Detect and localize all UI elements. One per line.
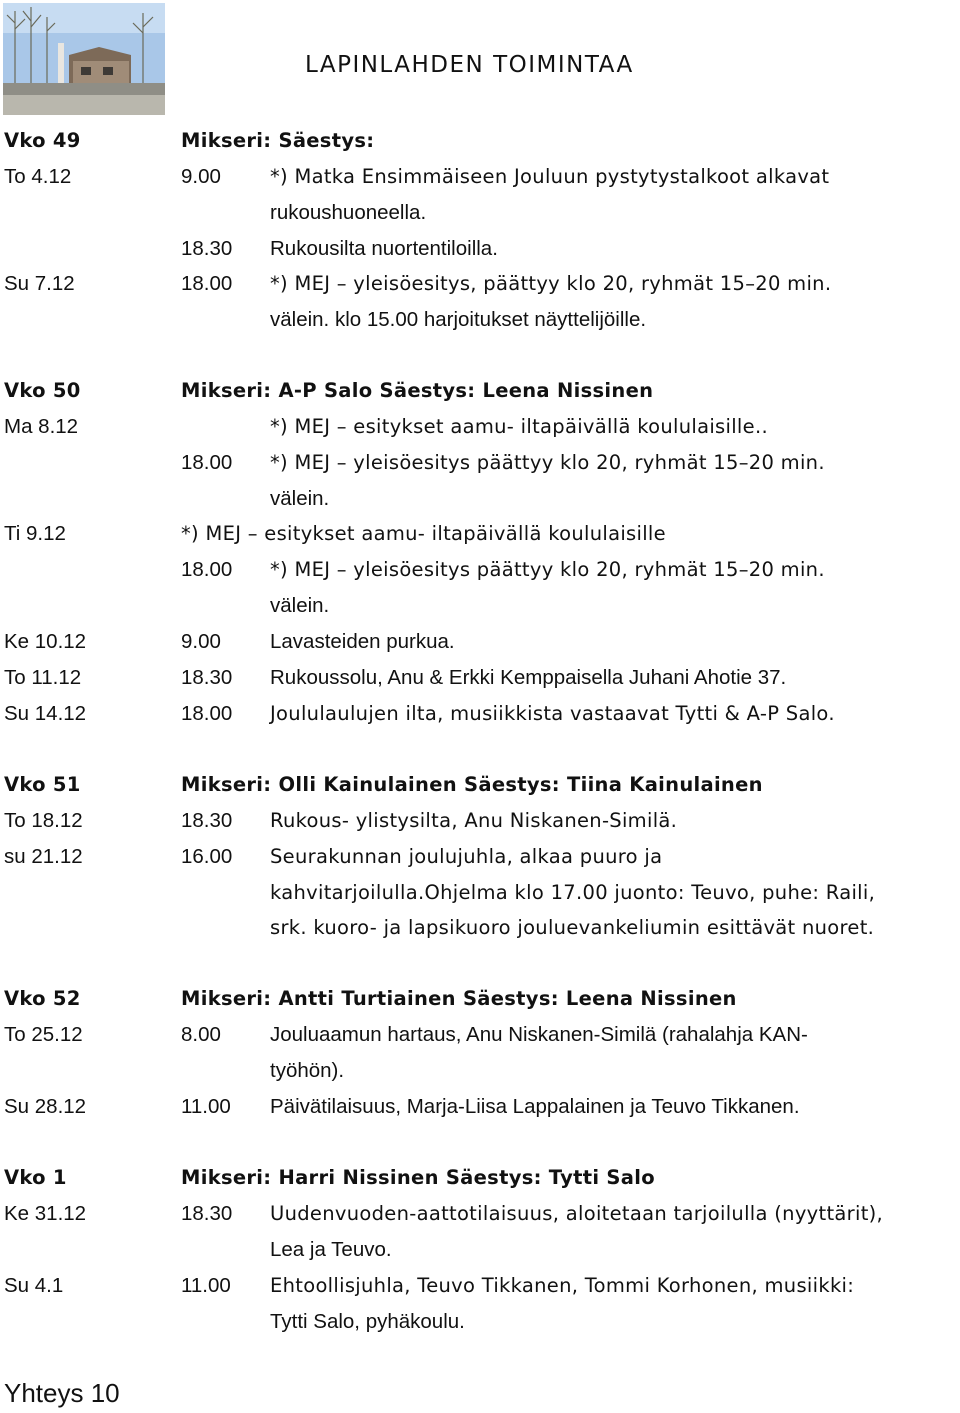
entry-text: Uudenvuoden-aattotilaisuus, aloitetaan tarjoilulla (nyyttärit),: [270, 1202, 884, 1225]
entry-text: *) MEJ – yleisöesitys, päättyy klo 20, ryhmät 15–20 min.: [270, 272, 832, 295]
entry-text: Joululaulujen ilta, musiikkista vastaavat Tytti & A-P Salo.: [270, 702, 835, 725]
week-header: Mikseri: A-P Salo Säestys: Leena Nissinen: [181, 379, 654, 402]
entry-time: 11.00: [181, 1095, 231, 1118]
week-header: Mikseri: Harri Nissinen Säestys: Tytti Salo: [181, 1166, 655, 1189]
entry-text: Rukoussolu, Anu & Erkki Kemppaisella Juhani Ahotie 37.: [270, 666, 787, 689]
entry-day: Ke 31.12: [4, 1202, 87, 1225]
footer-label: Yhteys 10: [4, 1378, 120, 1408]
entry-day: To 25.12: [4, 1023, 83, 1046]
church-photo: [3, 3, 165, 115]
page-title: LAPINLAHDEN TOIMINTAA: [305, 52, 634, 78]
entry-text: välein.: [270, 594, 330, 617]
entry-text: kahvitarjoilulla.Ohjelma klo 17.00 juonto: Teuvo, puhe: Raili,: [270, 881, 876, 904]
entry-text: Jouluaamun hartaus, Anu Niskanen-Similä (rahalahja KAN-: [270, 1023, 808, 1046]
entry-text: *) MEJ – yleisöesitys päättyy klo 20, ryhmät 15–20 min.: [270, 558, 825, 581]
entry-day: Ke 10.12: [4, 630, 87, 653]
entry-text: välein. klo 15.00 harjoitukset näyttelijöille.: [270, 308, 647, 331]
entry-text: *) MEJ – yleisöesitys päättyy klo 20, ryhmät 15–20 min.: [270, 451, 825, 474]
entry-text: Lavasteiden purkua.: [270, 630, 455, 653]
entry-day: Su 4.1: [4, 1274, 64, 1297]
week-label: Vko 50: [4, 379, 81, 402]
entry-day: To 11.12: [4, 666, 82, 689]
entry-day: su 21.12: [4, 845, 83, 868]
entry-time: 16.00: [181, 845, 233, 868]
entry-text: Tytti Salo, pyhäkoulu.: [270, 1310, 465, 1333]
entry-day: Su 7.12: [4, 272, 75, 295]
entry-time: 9.00: [181, 165, 221, 188]
entry-text: työhön).: [270, 1059, 345, 1082]
week-header: Mikseri: Antti Turtiainen Säestys: Leena Nissinen: [181, 987, 737, 1010]
week-header: Mikseri: Säestys:: [181, 129, 375, 152]
entry-text: rukoushuoneella.: [270, 201, 427, 224]
week-label: Vko 51: [4, 773, 81, 796]
entry-time: 18.00: [181, 451, 233, 474]
entry-text: *) Matka Ensimmäiseen Jouluun pystytystalkoot alkavat: [270, 165, 830, 188]
entry-text: Ehtoollisjuhla, Teuvo Tikkanen, Tommi Korhonen, musiikki:: [270, 1274, 855, 1297]
entry-text: Rukousilta nuortentiloilla.: [270, 237, 498, 260]
entry-day: Ti 9.12: [4, 522, 66, 545]
entry-text: *) MEJ – esitykset aamu- iltapäivällä koululaisille: [181, 522, 666, 545]
entry-time: 18.00: [181, 272, 233, 295]
entry-day: Su 28.12: [4, 1095, 87, 1118]
entry-text: välein.: [270, 487, 330, 510]
entry-time: 18.00: [181, 702, 233, 725]
entry-text: Lea ja Teuvo.: [270, 1238, 392, 1261]
entry-time: 18.30: [181, 1202, 233, 1225]
entry-time: 18.30: [181, 809, 233, 832]
week-label: Vko 52: [4, 987, 81, 1010]
entry-time: 11.00: [181, 1274, 231, 1297]
entry-day: To 4.12: [4, 165, 72, 188]
week-header: Mikseri: Olli Kainulainen Säestys: Tiina Kainulainen: [181, 773, 763, 796]
entry-time: 18.30: [181, 237, 233, 260]
entry-text: Rukous- ylistysilta, Anu Niskanen-Similä.: [270, 809, 678, 832]
entry-time: 8.00: [181, 1023, 221, 1046]
entry-time: 18.00: [181, 558, 233, 581]
entry-text: *) MEJ – esitykset aamu- iltapäivällä koululaisille..: [270, 415, 768, 438]
week-label: Vko 1: [4, 1166, 67, 1189]
entry-text: Seurakunnan joulujuhla, alkaa puuro ja: [270, 845, 663, 868]
entry-time: 9.00: [181, 630, 221, 653]
entry-time: 18.30: [181, 666, 233, 689]
entry-text: srk. kuoro- ja lapsikuoro jouluevankeliumin esittävät nuoret.: [270, 916, 875, 939]
week-label: Vko 49: [4, 129, 81, 152]
entry-day: Su 14.12: [4, 702, 87, 725]
entry-day: To 18.12: [4, 809, 83, 832]
entry-day: Ma 8.12: [4, 415, 79, 438]
entry-text: Päivätilaisuus, Marja-Liisa Lappalainen ja Teuvo Tikkanen.: [270, 1095, 800, 1118]
